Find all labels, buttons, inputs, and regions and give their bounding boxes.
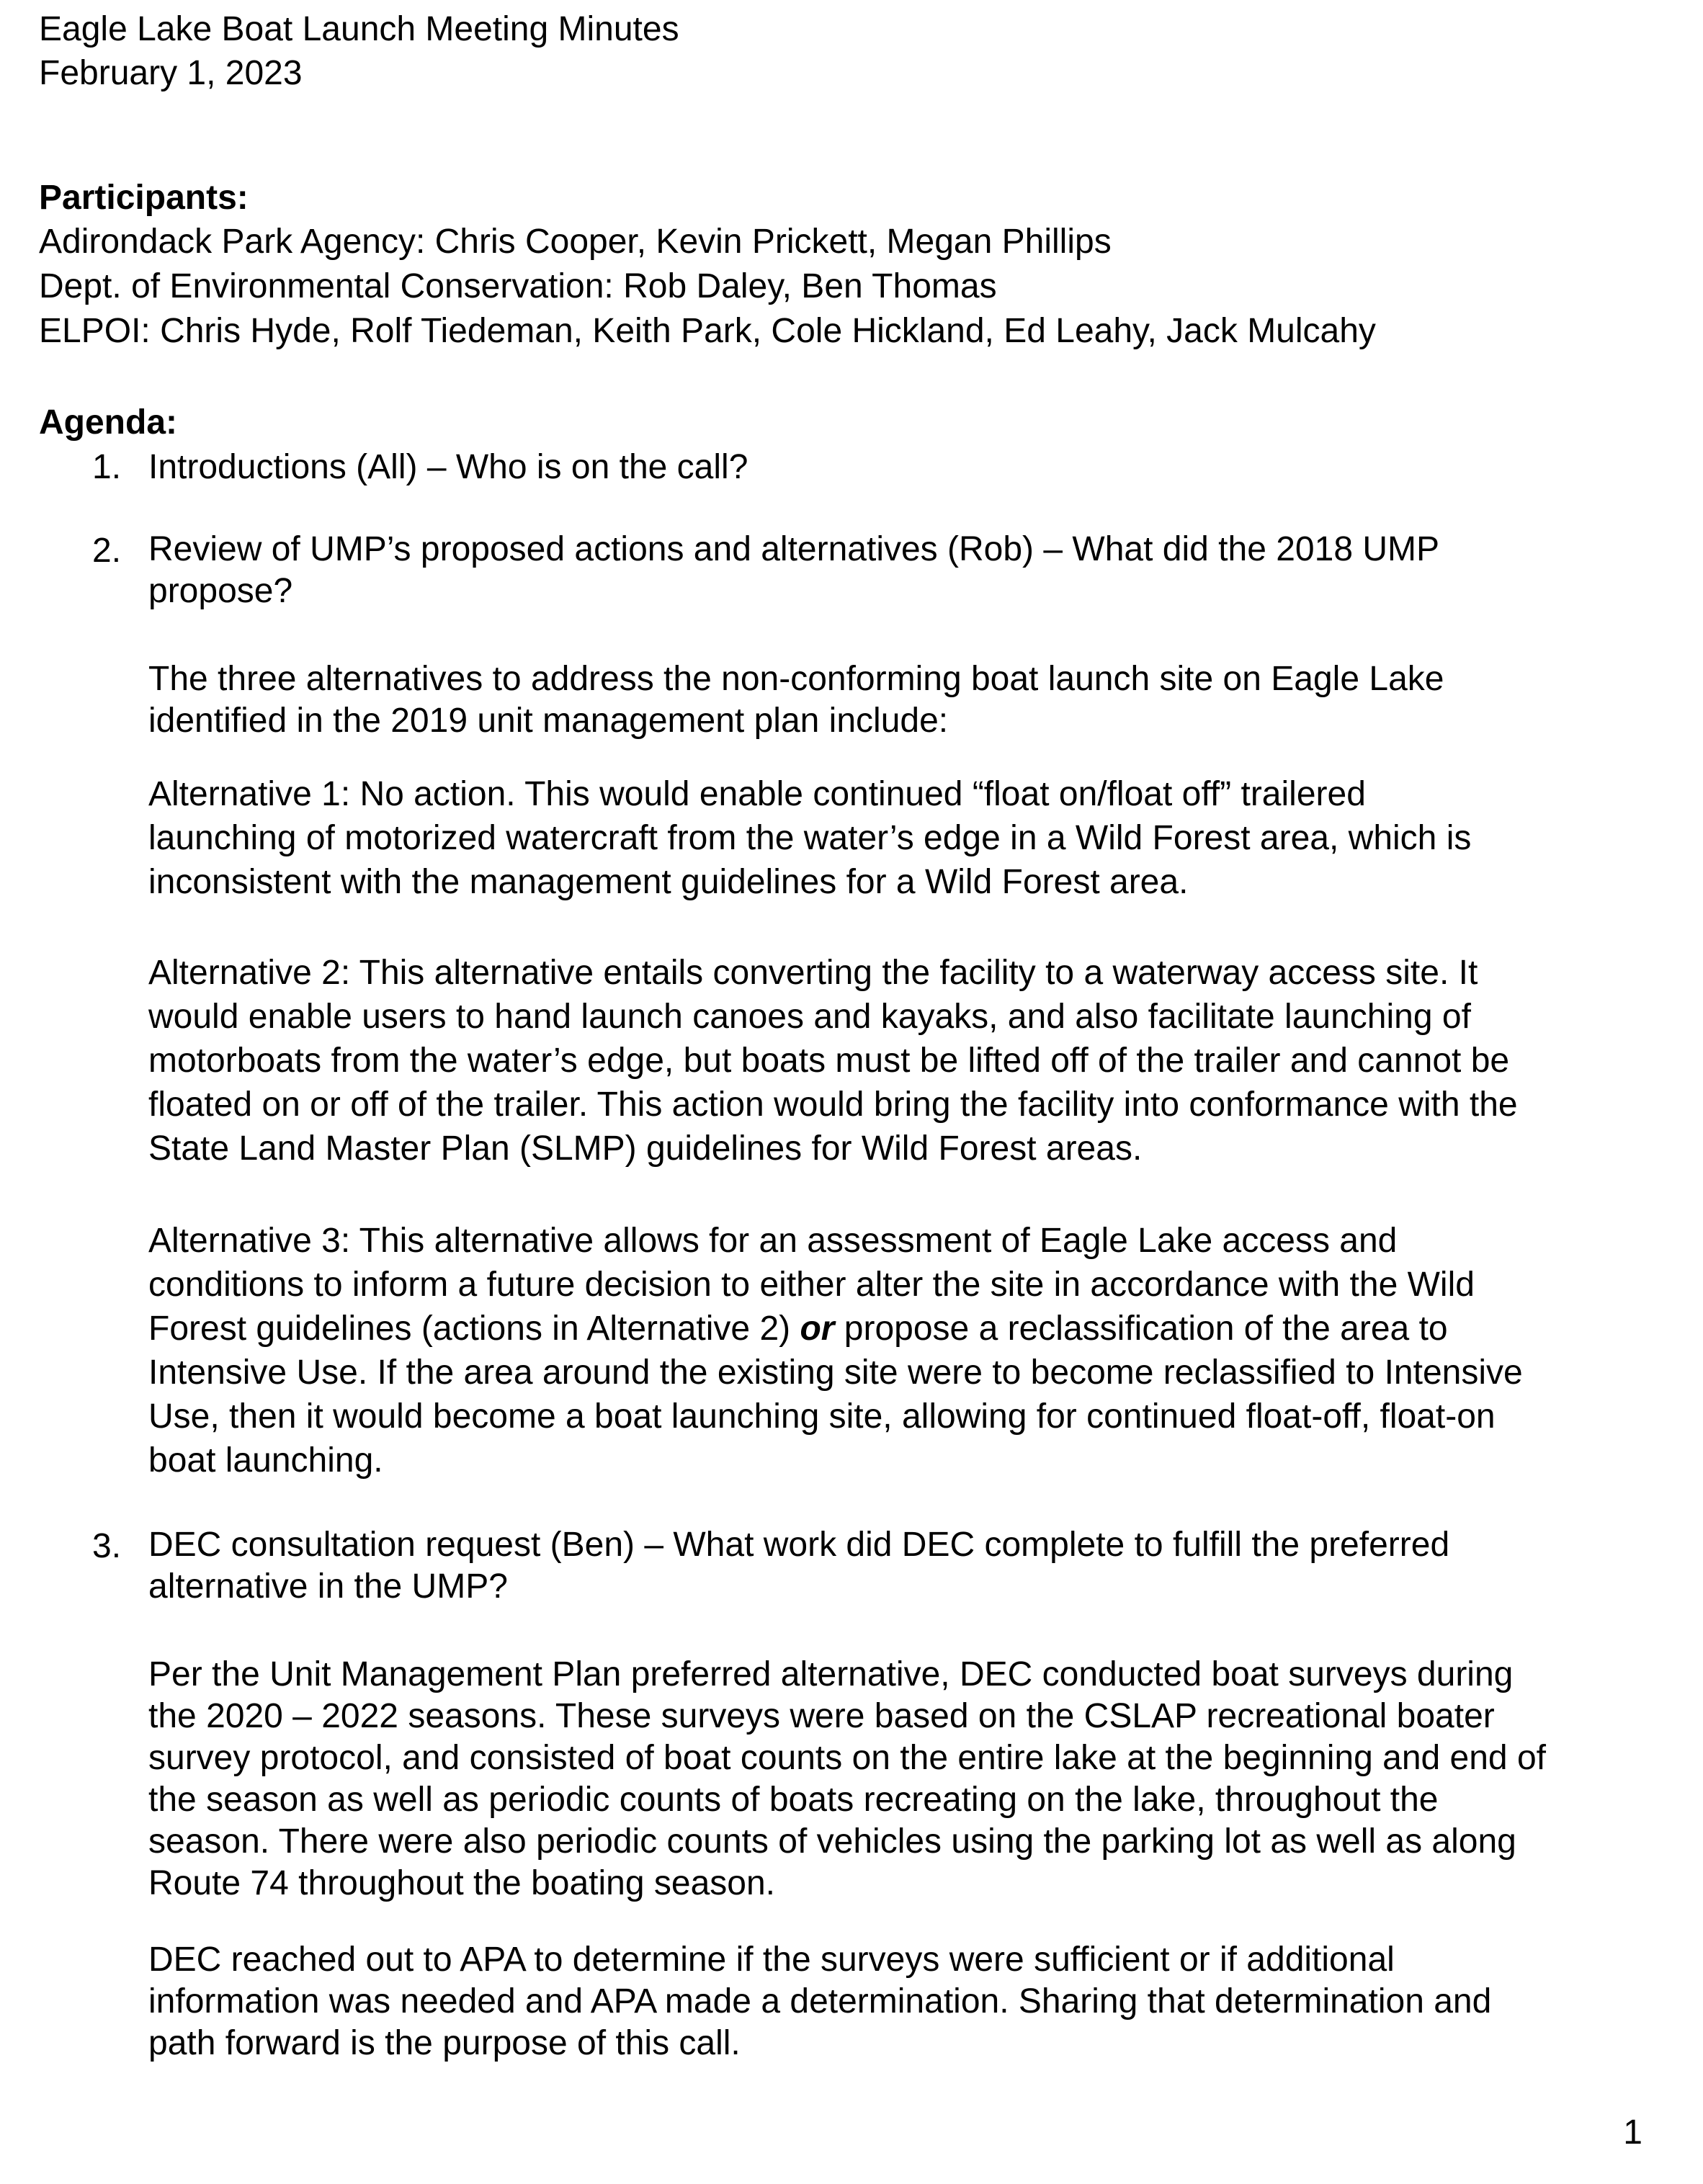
agenda-heading: Agenda:	[39, 403, 177, 442]
emphasized-or: or	[800, 1310, 835, 1348]
paragraph-line: path forward is the purpose of this call.	[148, 2024, 741, 2062]
paragraph-line: inconsistent with the management guidelines for a Wild Forest area.	[148, 863, 1189, 901]
agenda-item-number: 3.	[92, 1527, 122, 1565]
agenda-item-line: propose?	[148, 572, 293, 610]
participant-line-dec: Dept. of Environmental Conservation: Rob Daley, Ben Thomas	[39, 267, 997, 305]
alternative-3-paragraph	[148, 1219, 1523, 1482]
paragraph-line	[148, 1307, 1523, 1351]
document-header	[39, 7, 679, 95]
paragraph-line: would enable users to hand launch canoes and kayaks, and also facilitate launching of	[148, 998, 1471, 1036]
paragraph-line: survey protocol, and consisted of boat counts on the entire lake at the beginning and end of	[148, 1739, 1546, 1777]
agenda-item-line: alternative in the UMP?	[148, 1567, 508, 1606]
meeting-date: February 1, 2023	[39, 54, 303, 92]
participant-line-elpoi: ELPOI: Chris Hyde, Rolf Tiedeman, Keith Park, Cole Hickland, Ed Leahy, Jack Mulcahy	[39, 312, 1376, 350]
agenda-item-3	[92, 1524, 1634, 1608]
paragraph-line: The three alternatives to address the non-conforming boat launch site on Eagle Lake	[148, 660, 1444, 698]
alternatives-intro-paragraph	[148, 658, 1444, 742]
agenda-item-1	[92, 445, 1634, 489]
agenda-item-text	[148, 529, 1634, 612]
document-title: Eagle Lake Boat Launch Meeting Minutes	[39, 10, 679, 48]
paragraph-line: Alternative 3: This alternative allows for an assessment of Eagle Lake access and	[148, 1222, 1398, 1260]
agenda-item-line: Review of UMP’s proposed actions and alternatives (Rob) – What did the 2018 UMP	[148, 530, 1440, 568]
paragraph-line: Use, then it would become a boat launching site, allowing for continued float-off, float-on	[148, 1397, 1496, 1436]
participants-heading: Participants:	[39, 179, 249, 217]
agenda-item-text	[148, 1524, 1634, 1608]
paragraph-line: identified in the 2019 unit management plan include:	[148, 702, 949, 740]
paragraph-line: Route 74 throughout the boating season.	[148, 1864, 775, 1902]
paragraph-line: information was needed and APA made a determination. Sharing that determination and	[148, 1982, 1492, 2020]
paragraph-line: Per the Unit Management Plan preferred alternative, DEC conducted boat surveys during	[148, 1655, 1514, 1693]
text-run: Forest guidelines (actions in Alternative 2)	[148, 1310, 800, 1348]
paragraph-line: DEC reached out to APA to determine if the surveys were sufficient or if additional	[148, 1941, 1395, 1979]
paragraph-line: season. There were also periodic counts of vehicles using the parking lot as well as along	[148, 1822, 1516, 1861]
paragraph-line: the 2020 – 2022 seasons. These surveys were based on the CSLAP recreational boater	[148, 1697, 1495, 1735]
paragraph-line: floated on or off of the trailer. This action would bring the facility into conformance with the	[148, 1086, 1518, 1124]
paragraph-line: conditions to inform a future decision to either alter the site in accordance with the Wild	[148, 1266, 1475, 1304]
paragraph-line: the season as well as periodic counts of boats recreating on the lake, throughout the	[148, 1781, 1439, 1819]
page-number: 1	[1623, 2113, 1642, 2152]
paragraph-line: launching of motorized watercraft from the water’s edge in a Wild Forest area, which is	[148, 819, 1472, 857]
paragraph-line: Alternative 2: This alternative entails converting the facility to a waterway access site. It	[148, 954, 1478, 992]
surveys-paragraph	[148, 1654, 1546, 1905]
agenda-item-number: 2.	[92, 532, 122, 570]
participants-section	[39, 176, 1376, 354]
paragraph-line: Intensive Use. If the area around the existing site were to become reclassified to Intensive	[148, 1353, 1523, 1392]
text-run: propose a reclassification of the area to	[834, 1310, 1448, 1348]
outreach-paragraph	[148, 1939, 1491, 2064]
agenda-item-text: Introductions (All) – Who is on the call?	[148, 448, 748, 486]
alternative-2-paragraph	[148, 951, 1518, 1171]
agenda-item-number: 1.	[92, 448, 122, 486]
agenda-item-2	[92, 529, 1634, 612]
paragraph-line: motorboats from the water’s edge, but boats must be lifted off of the trailer and cannot be	[148, 1042, 1510, 1080]
agenda-item-line: DEC consultation request (Ben) – What work did DEC complete to fulfill the preferred	[148, 1526, 1450, 1564]
paragraph-line: boat launching.	[148, 1441, 383, 1480]
paragraph-line: State Land Master Plan (SLMP) guidelines for Wild Forest areas.	[148, 1129, 1143, 1168]
alternative-1-paragraph	[148, 772, 1471, 904]
paragraph-line: Alternative 1: No action. This would enable continued “float on/float off” trailered	[148, 775, 1366, 813]
participant-line-apa: Adirondack Park Agency: Chris Cooper, Kevin Prickett, Megan Phillips	[39, 223, 1112, 261]
